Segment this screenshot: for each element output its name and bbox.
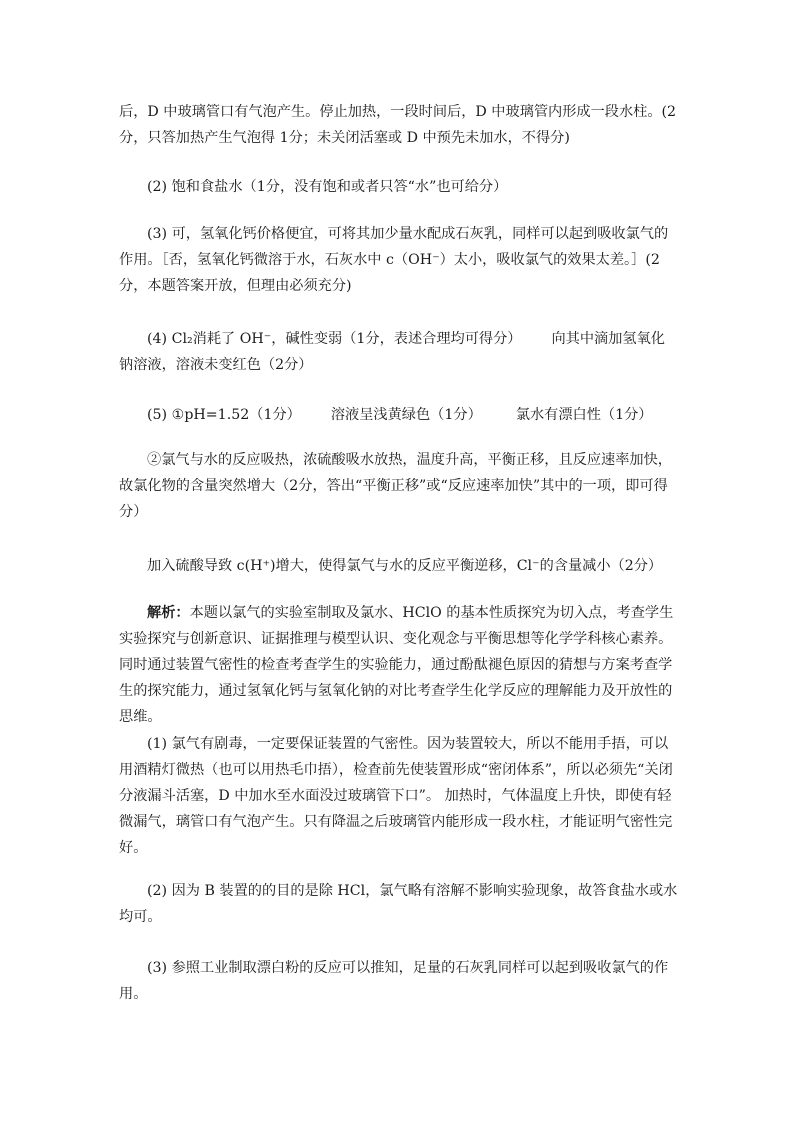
answer-5-paragraph: [119, 402, 679, 428]
analysis-3-paragraph: (3) 参照工业制取漂白粉的反应可以推知，足量的石灰乳同样可以起到吸收氯气的作用。: [119, 960, 669, 1002]
analysis-paragraph: [119, 600, 679, 730]
answer-4-paragraph: [119, 326, 679, 378]
answer-5-part-b: 溶液呈浅黄绿色（1分）: [330, 407, 482, 423]
answer-5-3-paragraph: 加入硫酸导致 c(H⁺)增大，使得氯气与水的反应平衡逆移，Cl⁻的含量减小（2分）: [147, 558, 663, 574]
analysis-text: 本题以氯气的实验室制取及氯水、HClO 的基本性质探究为切入点，考查学生实验探究与创新意识、证据推理与模型认识、变化观念与平衡思想等化学学科核心素养。同时通过装置气密性的检查考查学生的实验能力，通过酚酞褪色原因的猜想与方案考查学生的探究能力，通过氢氧化钙与氢氧化钠的对比考查学生化学反应的理解能力及开放性的思维。: [119, 605, 674, 725]
analysis-1-paragraph: (1) 氯气有剧毒，一定要保证装置的气密性。因为装置较大，所以不能用手捂，可以用酒精灯微热（也可以用热毛巾捂），检查前先使装置形成“密闭体系”，所以必须先“关闭分液漏斗活塞，D 中加水至水面没过玻璃管下口”。 加热时，气体温度上升快，即使有轻微漏气，璃管口有气泡产生。只有降温之后玻璃管内能形成一段水柱，才能证明气密性完好。: [119, 736, 673, 856]
answer-3-paragraph: (3) 可，氢氧化钙价格便宜，可将其加少量水配成石灰乳，同样可以起到吸收氯气的作用。［否，氢氧化钙微溶于水，石灰水中 c（OH⁻）太小，吸收氯气的效果太差。］(2分，本题答案开放，但理由必须充分): [119, 226, 669, 294]
answer-2-paragraph: (2) 饱和食盐水（1分，没有饱和或者只答“水”也可给分）: [147, 179, 508, 195]
answer-5-part-c: 氯水有漂白性（1分）: [515, 407, 653, 423]
answer-4-part-a: (4) Cl₂消耗了 OH⁻，碱性变弱（1分，表述合理均可得分）: [147, 331, 522, 347]
answer-5-2-paragraph: ②氯气与水的反应吸热，浓硫酸吸水放热，温度升高，平衡正移，且反应速率加快，故氯化物的含量突然增大（2分，答出“平衡正移”或“反应速率加快”其中的一项，即可得分）: [119, 452, 672, 520]
analysis-label: 解析：: [147, 605, 190, 621]
answer-5-part-a: (5) ①pH=1.52（1分）: [147, 407, 301, 423]
answer-continuation-paragraph: 后，D 中玻璃管口有气泡产生。停止加热，一段时间后，D 中玻璃管内形成一段水柱。(2分，只答加热产生气泡得 1分；未关闭活塞或 D 中预先未加水，不得分): [119, 104, 677, 146]
analysis-2-paragraph: (2) 因为 B 装置的的目的是除 HCl，氯气略有溶解不影响实验现象，故答食盐水或水均可。: [119, 883, 678, 925]
answer-4-part-b: 向其中滴加氢氧化钠溶液，溶液未变红色（2分）: [119, 331, 665, 373]
